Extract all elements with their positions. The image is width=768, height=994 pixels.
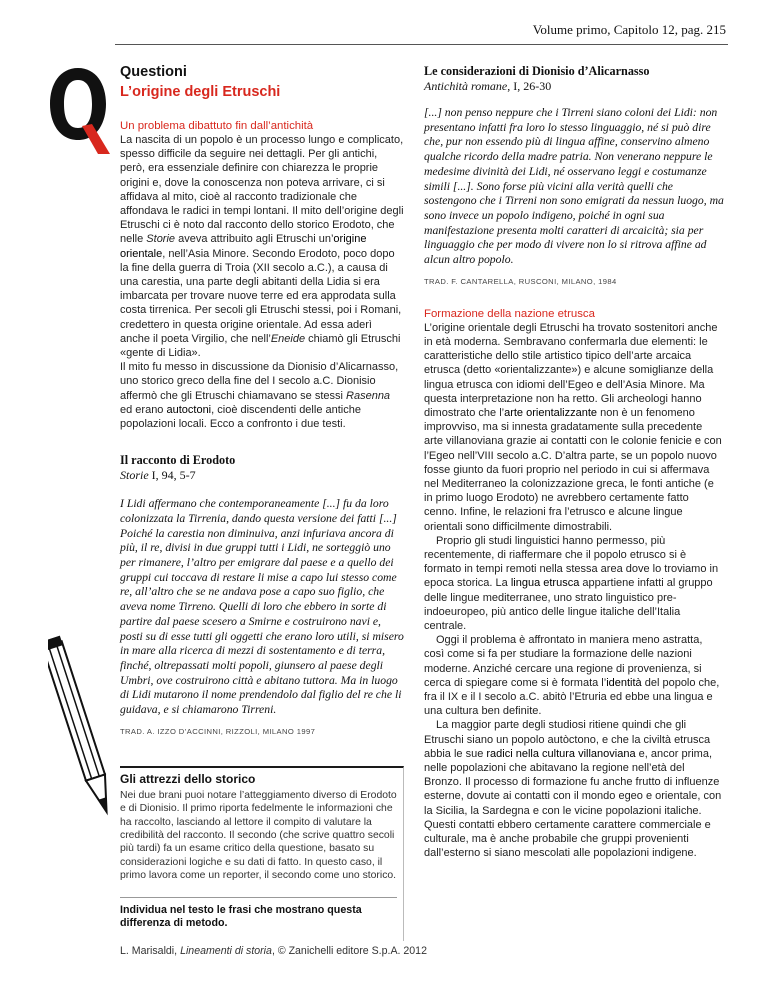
tools-text: Nei due brani puoi notare l’atteggiamento diverso di Erodoto e di Dionisio. Il primo riporta fedelmente le informazioni che ha raccolto, lasciando al lettore il compito di valutare la credibilità del racconto. Il secondo (che scrive quattro secoli più tardi) fa un esame critico della questione, basato su considerazioni logiche e su dati di fatto. In questo caso, il primo lavora come un reporter, il secondo come uno storico.: [120, 789, 397, 882]
erodoto-reference: Storie I, 94, 5-7: [120, 468, 196, 483]
formazione-heading: Formazione della nazione etrusca: [424, 307, 595, 320]
tools-divider: [120, 897, 397, 898]
page-title: L’origine degli Etruschi: [120, 84, 281, 100]
intro-paragraph: La nascita di un popolo è un processo lungo e complicato, spesso difficile da seguire nei dettagli. Per gli antichi, però, era essenziale definire con chiarezza le proprie origini e, dove la conoscenza non poteva arrivare, ci si affidava al mito, cioè al racconto tradizionale che affondava le radici in tempi lontani. Il mito dell’origine degli Etruschi ci è noto dal racconto dello storico Erodoto, che nelle Storie aveva attribuito agli Etruschi un’origine orientale, nell’Asia Minore. Secondo Erodoto, poco dopo la fine della guerra di Troia (XII secolo a.C.), a causa di una carestia, una parte degli abitanti della Lidia si era imbarcata per trovare nuove terre ed era approdata sulla costa tirrenica. Per secoli gli Etruschi stessi, poi i Romani, credettero in questa origine orientale. Ad essa aderì anche il poeta Virgilio, che nell’Eneide chiamò gli Etruschi «gente di Lidia».: [120, 134, 404, 360]
erodoto-quote: I Lidi affermano che contemporaneamente [...] fu da loro colonizzata la Tirrenia, dando questa versione dei fatti [...] Poiché la carestia non diminuiva, anzi infuriava ancora di più, il re, divisi in due gruppi tutti i Lidi, ne sorteggiò uno per rimanere, l’altro per emigrare dal paese e a quello dei gruppi cui toccava di restare li mise a capo lui stesso come re, all’altro che se ne andava pose a capo suo figlio, che aveva nome Tirreno. Quelli di loro che ebbero in sorte di partire dal paese scesero a Smirne e costruirono navi e, posti su di esse tutti gli oggetti che erano loro utili, si misero in mare alla ricerca di mezzi di sostentamento e di terra, finché, oltrepassati molti popoli, giunsero al paese degli Umbri, ove costruirono città e abitano tuttora. Ma in luogo di Lidi mutarono il nome prendendolo dal figlio del re che li guidava, e si chiamarono Tirreni.: [120, 497, 404, 717]
q-letter-icon: [46, 64, 110, 156]
keyword-identita: identità: [606, 676, 642, 689]
keyword-arte-orientalizzante: arte orientalizzante: [504, 406, 598, 419]
formazione-paragraph-2: Proprio gli studi linguistici hanno permesso, più recentemente, di riaffermare che il popolo etrusco si è formato in tempi remoti nella stessa area dove lo troviamo in epoca storica. La lingua etrusca appartiene infatti al gruppo delle lingue mediterranee, uno strato linguistico pre-indoeuropeo, più antico delle lingue italiche dell’Italia centrale.: [424, 534, 719, 632]
dionisio-quote: [...] non penso neppure che i Tirreni siano coloni dei Lidi: non presentano infatti fra loro lo stesso linguaggio, né si può dire che, pur non essendo più di lingua affine, conservino almeno qualche ricordo della madre patria. Non venerano neppure le medesime divinità dei Lidi, né osservano leggi e costumanze simili [...]. Sono forse più vicini alla verità quelli che sostengono che i Tirreni non sono emigrati da nessun luogo, ma sono invece un popolo indigeno, poiché in ogni sua manifestazione presenta molti caratteri di arcaicità; sia per linguaggio che per modo di vivere non lo si ritrova affine ad alcun altro popolo.: [424, 106, 724, 267]
historian-tools-box: [120, 766, 404, 941]
pencil-icon: [48, 630, 112, 830]
page-footer: L. Marisaldi, Lineamenti di storia, © Zanichelli editore S.p.A. 2012: [120, 945, 427, 957]
keyword-origine-orientale: origine orientale: [120, 233, 367, 260]
left-column: [120, 60, 404, 941]
erodoto-translation-credit: TRAD. A. IZZO D’ACCINNI, RIZZOLI, MILANO 1997: [120, 726, 316, 736]
dionisio-translation-credit: TRAD. F. CANTARELLA, RUSCONI, MILANO, 1984: [424, 276, 617, 286]
intro-paragraph-2: Il mito fu messo in discussione da Dionisio d’Alicarnasso, uno storico greco della fine del I secolo a.C. Dionisio affermò che gli Etruschi chiamavano se stessi Rasenna ed erano autoctoni, cioè discendenti delle antiche popolazioni locali. Ecco a confronto i due testi.: [120, 361, 399, 431]
keyword-lingua-etrusca: lingua etrusca: [510, 577, 580, 590]
header-divider: [115, 44, 728, 45]
page-reference: Volume primo, Capitolo 12, pag. 215: [532, 22, 726, 37]
keyword-autoctoni: autoctoni: [166, 403, 212, 416]
formazione-paragraph-4: La maggior parte degli studiosi ritiene quindi che gli Etruschi siano un popolo autòctono, e che la civiltà etrusca abbia le sue radici nella cultura villanoviana e, ancor prima, nelle popolazioni che abitavano la regione nell’età del Bronzo. Il processo di formazione fu anche frutto di influenze esterne, dovute ai contatti con il mondo egeo e orientale, con la Sicilia, la Sardegna e con le vicine popolazioni italiche. Questi contatti ebbero certamente carattere commerciale e culturale, ma è anche probabile che gruppi provenienti dall’esterno si siano mescolati alle popolazioni indigene.: [424, 719, 722, 860]
dionisio-reference: Antichità romane, I, 26-30: [424, 79, 552, 93]
right-column: [424, 60, 724, 860]
formazione-paragraph-1: L’origine orientale degli Etruschi ha trovato sostenitori anche in età moderna. Sembravano confermarla due elementi: le caratteristiche dello stile artistico tipico dell’arte arcaica etrusca (detto «orientalizzante») e alcune somiglianze della lingua etrusca con idiomi dell’Egeo e dell’Asia Minore. Ma questa interpretazione non ha retto. Gli archeologi hanno dimostrato che l’arte orientalizzante non è un fenomeno improvviso, ma si innesta gradatamente sulla precedente arte villanoviana grazie ai contatti con le colonie fenicie e con l’Egeo nell’VIII secolo a.C. D’altra parte, se un popolo nuovo fosse giunto da fuori proprio nel periodo in cui si affermava nel Mediterraneo la colonizzazione greca, le fonti antiche (e in primo luogo Erodoto) ne avrebbero certamente fatto cenno. Infine, le relazioni fra l’etrusco e alcune lingue orientali sono difficilmente dimostrabili.: [424, 321, 722, 533]
section-label: Questioni: [120, 64, 187, 80]
dionisio-title: Le considerazioni di Dionisio d’Alicarnasso: [424, 64, 650, 78]
tools-title: Gli attrezzi dello storico: [120, 771, 256, 786]
tools-task: Individua nel testo le frasi che mostrano questa differenza di metodo.: [120, 903, 362, 930]
erodoto-title: Il racconto di Erodoto: [120, 453, 236, 468]
formazione-paragraph-3: Oggi il problema è affrontato in maniera meno astratta, così come si fa per studiare la formazione delle nazioni moderne. Anziché cercare una regione di provenienza, si cerca di spiegare come si è formata l’identità del popolo che, fra il IX e il I secolo a.C. abitò l’Etruria ed ebbe una lingua e una cultura ben definite.: [424, 634, 720, 718]
keyword-radici-villanoviana: radici nella cultura villanoviana: [486, 747, 636, 760]
intro-heading: Un problema dibattuto fin dall’antichità: [120, 120, 314, 132]
